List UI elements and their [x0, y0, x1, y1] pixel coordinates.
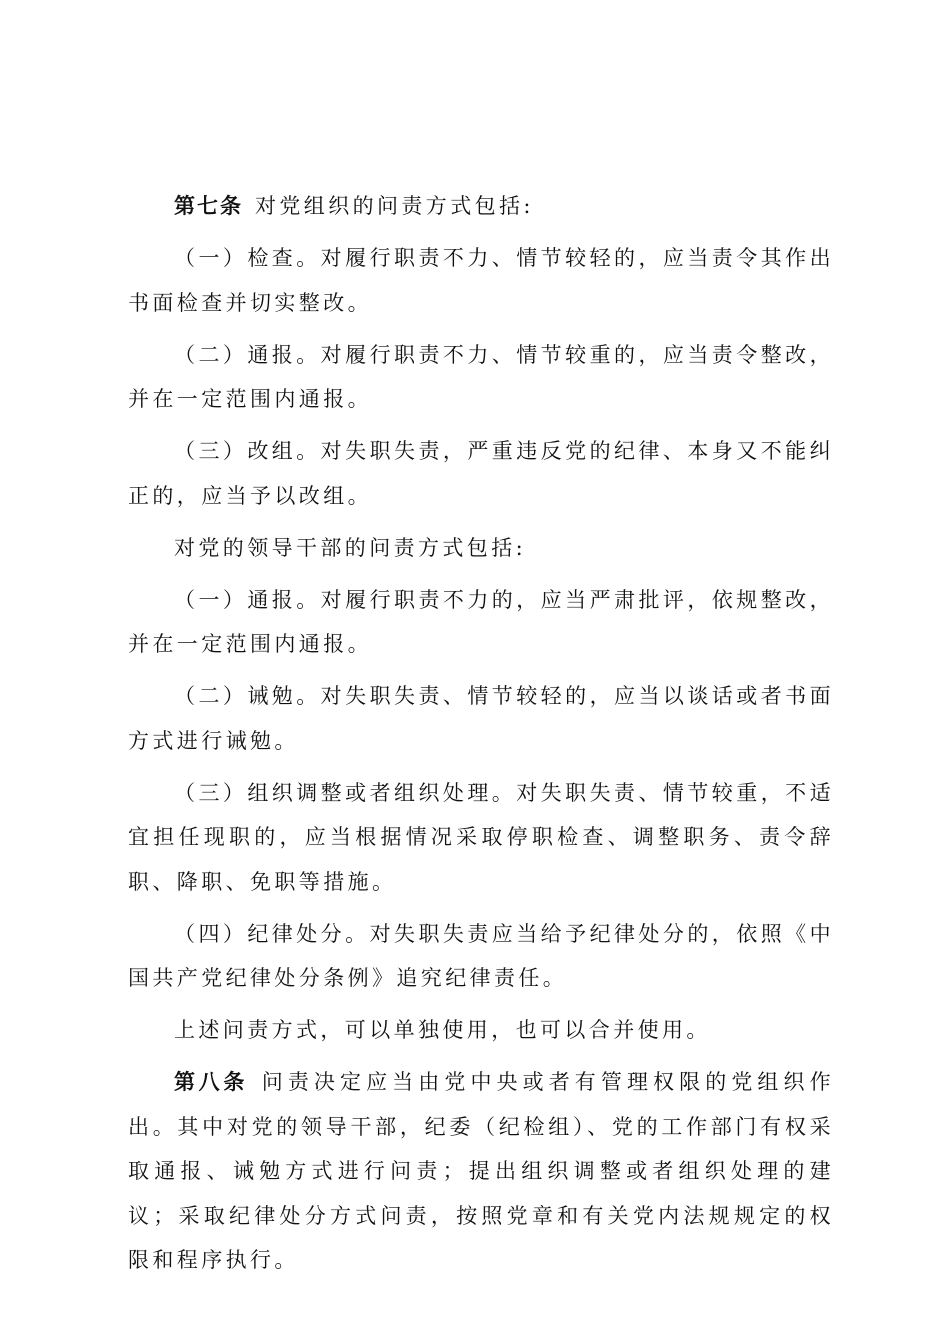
paragraph-text: （二）诫勉。对失职失责、情节较轻的，应当以谈话或者书面方式进行诫勉。: [128, 684, 834, 753]
org-item-2-paragraph: [128, 333, 834, 422]
paragraph-text: 对党的领导干部的问责方式包括:: [174, 535, 527, 560]
paragraph-text: 对党组织的问责方式包括:: [255, 194, 534, 218]
cadre-item-2-paragraph: [128, 674, 834, 763]
paragraph-text: 问责决定应当由党中央或者有管理权限的党组织作出。其中对党的领导干部，纪委（纪检组）、党的工作部门有权采取通报、诫勉方式进行问责；提出组织调整或者组织处理的建议；采取纪律处分方式问责，按照党章和有关党内法规规定的权限和程序执行。: [128, 1070, 834, 1272]
paragraph-text: （一）检查。对履行职责不力、情节较轻的，应当责令其作出书面检查并切实整改。: [128, 246, 834, 315]
combined-use-paragraph: [128, 1008, 834, 1053]
paragraph-text: （二）通报。对履行职责不力、情节较重的，应当责令整改，并在一定范围内通报。: [128, 342, 834, 411]
paragraph-text: （三）组织调整或者组织处理。对失职失责、情节较重，不适宜担任现职的，应当根据情况采取停职检查、调整职务、责令辞职、降职、免职等措施。: [128, 780, 834, 894]
org-item-1-paragraph: [128, 236, 834, 325]
cadre-item-3-paragraph: [128, 771, 834, 905]
article-7-label: 第七条: [174, 194, 243, 218]
paragraph-text: （一）通报。对履行职责不力的，应当严肃批评，依规整改，并在一定范围内通报。: [128, 587, 834, 656]
paragraph-text: （三）改组。对失职失责，严重违反党的纪律、本身又不能纠正的，应当予以改组。: [128, 439, 834, 508]
cadre-item-4-paragraph: [128, 912, 834, 1001]
paragraph-text: 上述问责方式，可以单独使用，也可以合并使用。: [174, 1018, 711, 1042]
article-8-label: 第八条: [174, 1070, 249, 1094]
cadre-intro-paragraph: [128, 526, 834, 571]
org-item-3-paragraph: [128, 429, 834, 518]
document-page: [128, 184, 834, 1290]
article-7-heading-paragraph: [128, 184, 834, 229]
cadre-item-1-paragraph: [128, 578, 834, 667]
paragraph-text: （四）纪律处分。对失职失责应当给予纪律处分的，依照《中国共产党纪律处分条例》追究纪律责任。: [128, 921, 834, 990]
article-8-paragraph: [128, 1060, 834, 1283]
